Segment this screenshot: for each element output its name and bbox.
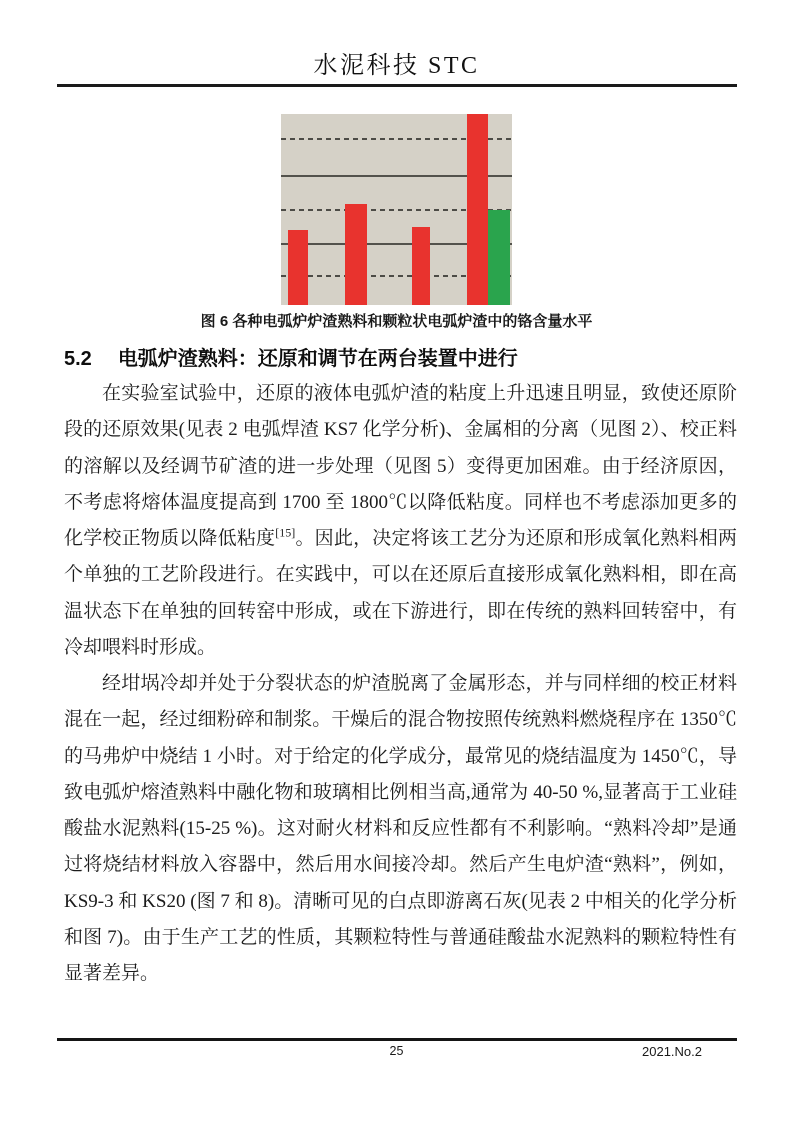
text-line: 个单独的工艺阶段进行。在实践中，可以在还原后直接形成氧化熟料相，即在高 [64,564,737,586]
citation-ref: [15] [275,525,296,540]
text-line: 显著差异。 [64,963,160,985]
red-bar [345,204,367,305]
section-number: 5.2 [64,348,92,370]
text-line: 段的还原效果(见表 2 电弧焊渣 KS7 化学分析)、金属相的分离（见图 2）、校正料 [64,419,737,441]
paragraph-2 [64,666,737,993]
header-rule [57,84,737,87]
text-line: 不考虑将熔体温度提高到 1700 至 1800℃以降低粘度。同样也不考虑添加更多的 [64,491,737,513]
text-segment: 。因此，决定将该工艺分为还原和形成氧化熟料相两 [295,528,737,550]
text-line: 在实验室试验中，还原的液体电弧炉渣的粘度上升迅速且明显，致使还原阶 [102,383,737,404]
issue-number: 2021.No.2 [642,1044,702,1059]
paragraph-1 [64,376,737,666]
text-line: 的马弗炉中烧结 1 小时。对于给定的化学成分，最常见的烧结温度为 1450℃，导 [64,745,737,767]
bar-chart-image [281,114,512,305]
red-bar [412,227,430,305]
text-line: KS9-3 和 KS20 (图 7 和 8)。清晰可见的白点即游离石灰(见表 2 中相关的化学分析 [64,890,737,912]
footer-rule [57,1038,737,1041]
text-line: 经坩埚冷却并处于分裂状态的炉渣脱离了金属形态，并与同样细的校正材料 [102,673,737,694]
text-line: 过将烧结材料放入容器中，然后用水间接冷却。然后产生电炉渣“熟料”，例如， [64,854,737,876]
red-bar [467,114,488,305]
text-line: 的溶解以及经调节矿渣的进一步处理（见图 5）变得更加困难。由于经济原因， [64,455,737,477]
page-number: 25 [389,1044,404,1058]
green-bar [488,210,510,306]
text-line: 混在一起，经过细粉碎和制浆。干燥后的混合物按照传统熟料燃烧程序在 1350℃ [64,709,737,731]
text-line: 和图 7)。由于生产工艺的性质，其颗粒特性与普通硅酸盐水泥熟料的颗粒特性有 [64,927,737,949]
section-title: 电弧炉渣熟料：还原和调节在两台装置中进行 [117,348,518,370]
text-line: 冷却喂料时形成。 [64,637,217,659]
text-line: 致电弧炉熔渣熟料中融化物和玻璃相比例相当高,通常为 40-50 %,显著高于工业硅 [64,781,737,803]
text-line: 温状态下在单独的回转窑中形成，或在下游进行，即在传统的熟料回转窑中，有 [64,600,737,622]
journal-title: 水泥科技 STC [313,53,480,79]
text-segment: 化学校正物质以降低粘度 [64,528,276,550]
figure-caption: 图 6 各种电弧炉炉渣熟料和颗粒状电弧炉渣中的铬含量水平 [200,313,593,330]
section-heading [64,342,737,371]
text-line: 酸盐水泥熟料(15-25 %)。这对耐火材料和反应性都有不利影响。“熟料冷却”是通 [64,818,737,840]
text-line-with-citation [64,521,737,557]
red-bar [288,230,308,305]
